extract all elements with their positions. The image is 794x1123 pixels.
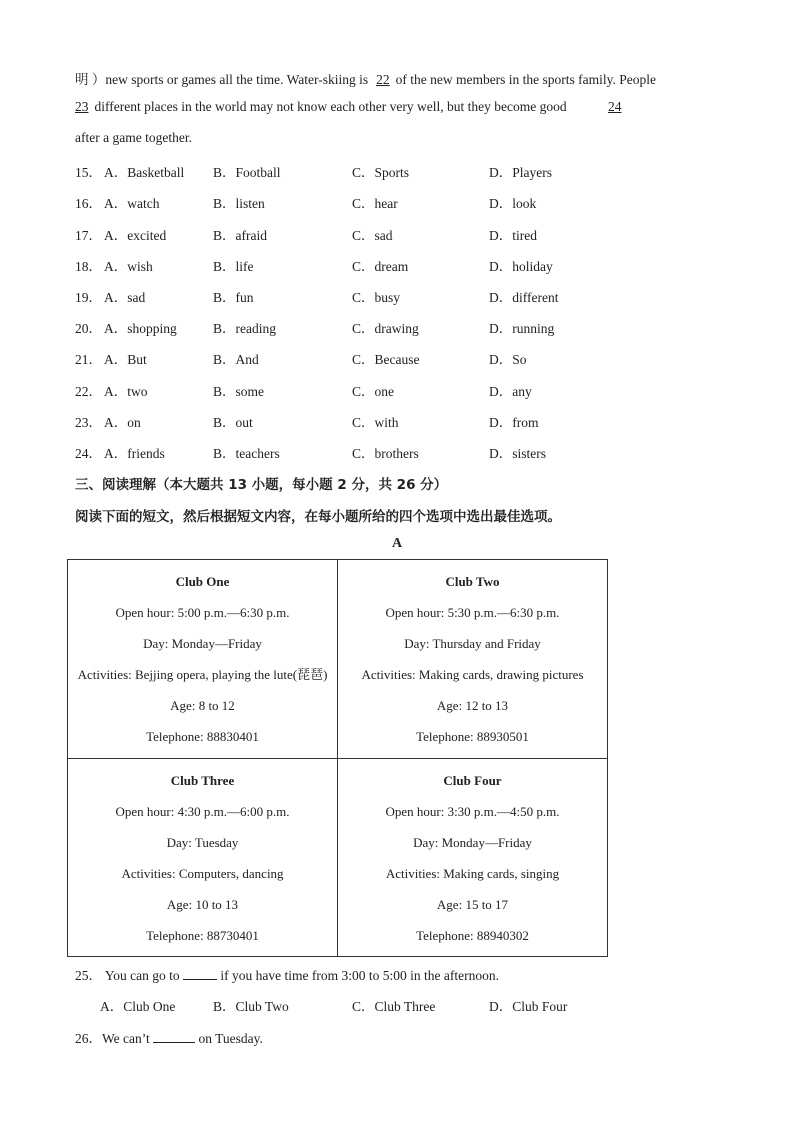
question-18 (75, 255, 635, 273)
club-age: Age: 8 to 12 (170, 698, 235, 713)
passage-label: A (391, 536, 403, 551)
club-activities: Activities: Bejjing opera, playing the lute(琵琶) (77, 667, 328, 682)
question-21 (75, 348, 635, 366)
question-number: 15． (75, 165, 102, 180)
option-c: C．one (352, 384, 394, 399)
option-c: C．dream (352, 259, 409, 274)
option-c: C．brothers (352, 446, 419, 461)
passage-line-2 (75, 99, 627, 115)
club-day: Day: Monday—Friday (143, 636, 262, 651)
question-number: 17． (75, 228, 102, 243)
club-open-hour: Open hour: 5:30 p.m.—6:30 p.m. (385, 605, 560, 620)
option-a: A．excited (104, 228, 167, 243)
club-table (67, 559, 608, 957)
option-d: D．from (489, 415, 539, 430)
option-c: C．busy (352, 290, 401, 305)
passage-line-1 (75, 68, 656, 88)
option-b: B．some (213, 384, 265, 399)
club-telephone: Telephone: 88940302 (416, 927, 529, 943)
club-activities: Activities: Computers, dancing (121, 865, 284, 881)
club-telephone: Telephone: 88830401 (146, 729, 259, 744)
question-number: 22． (75, 384, 102, 399)
option-a: A．watch (104, 196, 160, 211)
question-26-stem (75, 1027, 263, 1047)
club-telephone: Telephone: 88730401 (146, 927, 259, 943)
question-24 (75, 442, 635, 460)
club-name: Club Four (443, 772, 502, 788)
club-cell (338, 758, 608, 957)
club-activities: Activities: Making cards, drawing pictures (361, 667, 584, 682)
question-text: on Tuesday. (198, 1031, 263, 1046)
club-day: Day: Thursday and Friday (404, 636, 541, 651)
club-name: Club Three (170, 772, 235, 788)
question-text: 26．We can’t (75, 1031, 150, 1046)
table-row (68, 560, 608, 759)
option-a: A．Basketball (104, 165, 185, 180)
option-b: B．life (213, 259, 254, 274)
club-age: Age: 15 to 17 (436, 896, 509, 912)
section-instruction: 阅读下面的短文，然后根据短文内容，在每小题所给的四个选项中选出最佳选项。 (75, 509, 561, 525)
club-name: Club One (175, 574, 230, 589)
question-20 (75, 317, 635, 335)
option-b: B．Football (213, 165, 281, 180)
club-activities: Activities: Making cards, singing (385, 865, 560, 881)
question-number: 21． (75, 352, 102, 367)
answer-blank (183, 967, 217, 980)
club-open-hour: Open hour: 3:30 p.m.—4:50 p.m. (385, 803, 560, 819)
option-c: C．Because (352, 352, 420, 367)
section-title: 三、阅读理解（本大题共 13 小题，每小题 2 分，共 26 分） (75, 477, 448, 493)
option-b: B．Club Two (213, 999, 289, 1014)
club-day: Day: Tuesday (166, 834, 239, 850)
option-d: D．look (489, 196, 537, 211)
option-b: B．afraid (213, 228, 267, 243)
option-b: B．out (213, 415, 253, 430)
option-d: D．Players (489, 165, 552, 180)
option-d: D．any (489, 384, 532, 399)
passage-text: different places in the world may not know each other very well, but they become good (94, 99, 567, 114)
option-a: A．But (104, 352, 147, 367)
option-a: A．sad (104, 290, 146, 305)
club-cell (68, 758, 338, 957)
question-23 (75, 411, 635, 429)
club-open-hour: Open hour: 5:00 p.m.—6:30 p.m. (115, 605, 290, 620)
option-d: D．running (489, 321, 555, 336)
option-d: D．So (489, 352, 527, 367)
question-number: 24． (75, 446, 102, 461)
option-b: B．reading (213, 321, 276, 336)
option-d: D．tired (489, 228, 537, 243)
table-row (68, 758, 608, 957)
option-c: C．drawing (352, 321, 419, 336)
option-b: B．fun (213, 290, 254, 305)
passage-line-3: after a game together. (75, 130, 192, 145)
answer-blank (153, 1030, 195, 1043)
passage-text: of the new members in the sports family. People (395, 72, 657, 87)
option-b: B．listen (213, 196, 265, 211)
question-17 (75, 224, 635, 242)
club-cell (338, 560, 608, 759)
option-c: C．with (352, 415, 399, 430)
option-b: B．teachers (213, 446, 280, 461)
blank-22: 22 (376, 72, 390, 87)
option-d: D．Club Four (489, 999, 568, 1014)
option-c: C．hear (352, 196, 398, 211)
blank-24: 24 (607, 99, 622, 114)
option-a: A．Club One (100, 999, 176, 1014)
club-day: Day: Monday—Friday (413, 834, 532, 850)
option-d: D．different (489, 290, 559, 305)
option-c: C．sad (352, 228, 393, 243)
question-number: 20． (75, 321, 102, 336)
question-number: 23． (75, 415, 102, 430)
club-age: Age: 10 to 13 (166, 896, 239, 912)
question-text: 25． You can go to (75, 968, 180, 983)
option-c: C．Club Three (352, 999, 436, 1014)
question-number: 18． (75, 259, 102, 274)
question-19 (75, 286, 635, 304)
option-a: A．wish (104, 259, 153, 274)
club-age: Age: 12 to 13 (436, 698, 509, 713)
option-b: B．And (213, 352, 259, 367)
question-25-stem (75, 964, 499, 984)
question-22 (75, 380, 635, 398)
option-a: A．shopping (104, 321, 177, 336)
question-16 (75, 192, 635, 210)
option-a: A．friends (104, 446, 165, 461)
club-open-hour: Open hour: 4:30 p.m.—6:00 p.m. (115, 803, 290, 819)
passage-text: 明 ）new sports or games all the time. Water-skiing is (75, 72, 369, 87)
option-a: A．on (104, 415, 141, 430)
option-d: D．holiday (489, 259, 553, 274)
club-telephone: Telephone: 88930501 (416, 729, 529, 744)
question-number: 19． (75, 290, 102, 305)
option-a: A．two (104, 384, 148, 399)
blank-23: 23 (75, 99, 89, 114)
question-text: if you have time from 3:00 to 5:00 in the afternoon. (220, 968, 499, 983)
option-d: D．sisters (489, 446, 546, 461)
club-cell (68, 560, 338, 759)
option-c: C．Sports (352, 165, 410, 180)
question-15 (75, 161, 635, 179)
question-number: 16． (75, 196, 102, 211)
club-name: Club Two (445, 574, 500, 589)
